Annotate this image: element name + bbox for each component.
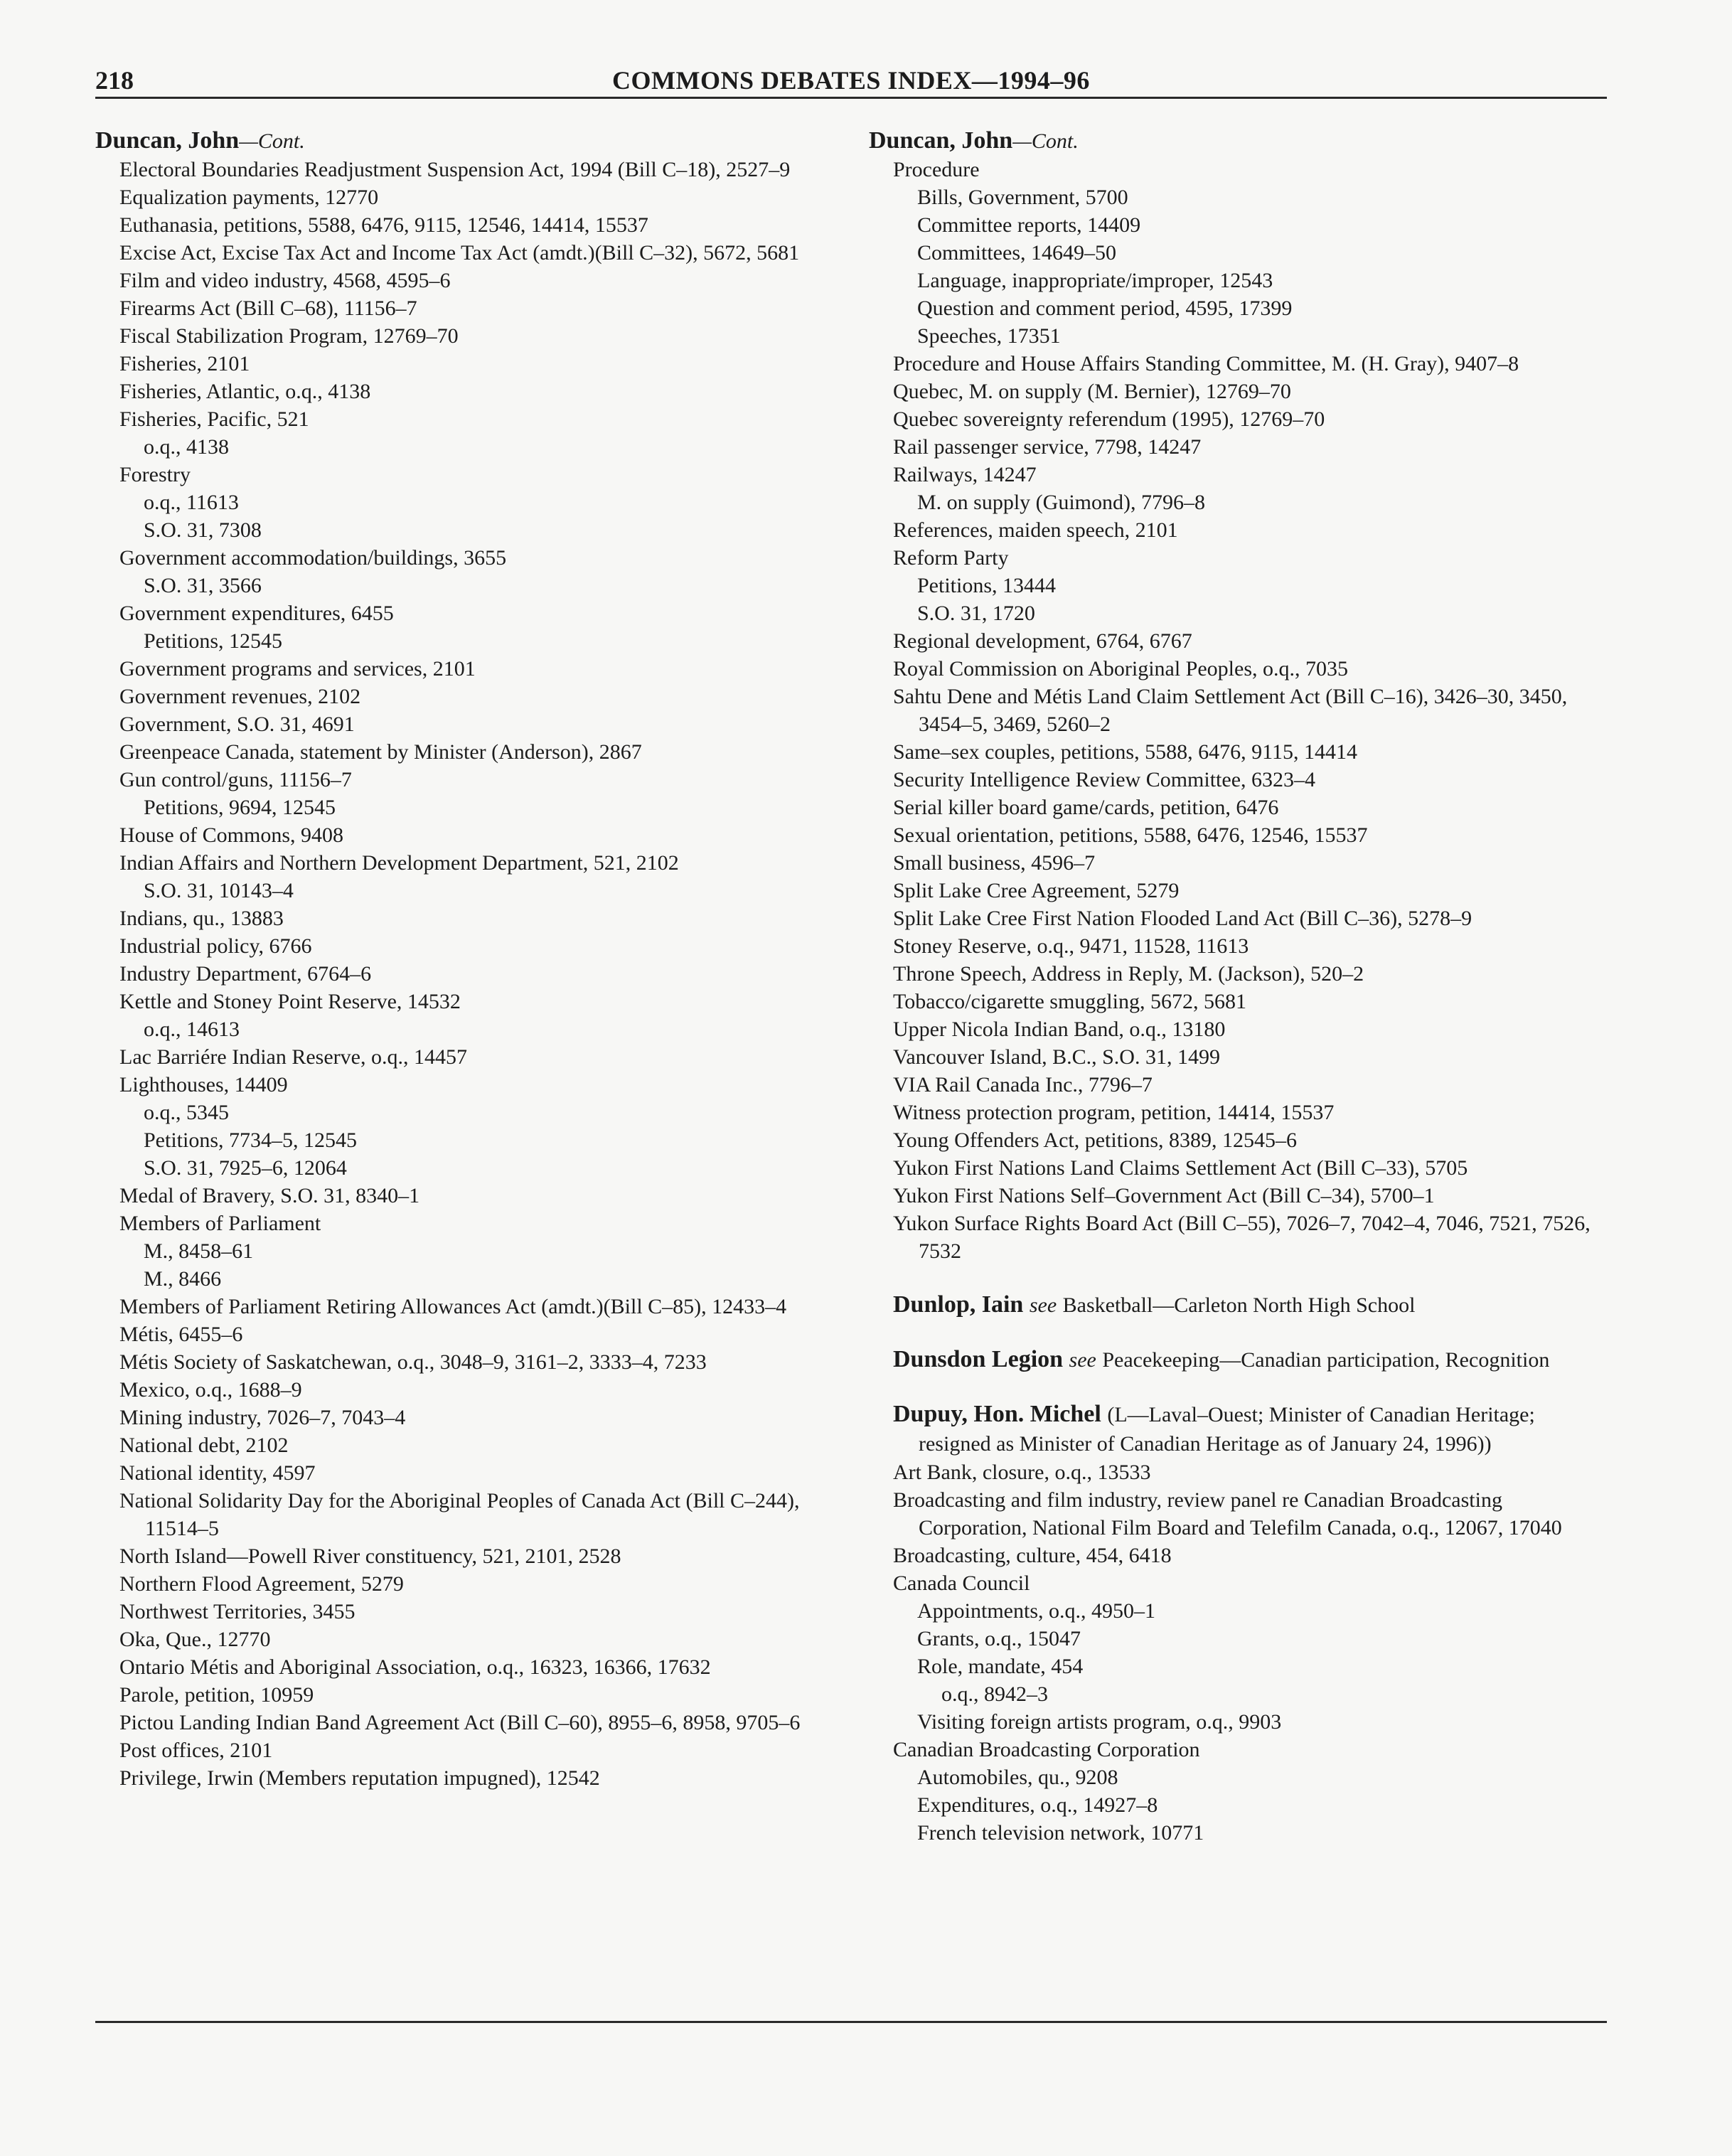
index-entry: Post offices, 2101 <box>119 1739 273 1762</box>
index-heading-dunlop <box>869 1291 1608 1320</box>
index-entry: Indian Affairs and Northern Development Department, 521, 2102 <box>119 851 679 875</box>
index-entry: Broadcasting and film industry, review panel re Canadian Broadcasting Corporation, National Film Board and Telefilm Canada, o.q., 12067, 17040 <box>893 1488 1562 1539</box>
heading-description: (L—Laval–Ouest; Minister of Canadian Heritage; resigned as Minister of Canadian Heritage as of January 24, 1996)) <box>919 1403 1535 1456</box>
index-subentry: S.O. 31, 7925–6, 12064 <box>144 1156 347 1180</box>
index-entry: Government accommodation/buildings, 3655 <box>119 546 507 570</box>
index-entry: Royal Commission on Aboriginal Peoples, o.q., 7035 <box>893 657 1349 681</box>
index-entry: Lac Barriére Indian Reserve, o.q., 14457 <box>119 1045 467 1069</box>
running-header <box>95 60 1607 99</box>
index-subentry: Petitions, 12545 <box>144 629 283 653</box>
index-entry: National identity, 4597 <box>119 1461 316 1485</box>
index-entry: Mexico, o.q., 1688–9 <box>119 1378 302 1402</box>
index-entry: Vancouver Island, B.C., S.O. 31, 1499 <box>893 1045 1220 1069</box>
index-subentry: S.O. 31, 7308 <box>144 518 262 542</box>
index-entry: Art Bank, closure, o.q., 13533 <box>893 1461 1151 1484</box>
index-entry: Forestry <box>119 463 191 486</box>
index-entry: Government programs and services, 2101 <box>119 657 476 681</box>
heading-cont: —Cont. <box>239 129 305 153</box>
index-entry: Industry Department, 6764–6 <box>119 962 372 986</box>
index-entry: Procedure <box>893 158 980 181</box>
index-entry: Indians, qu., 13883 <box>119 907 284 930</box>
index-entry: Parole, petition, 10959 <box>119 1683 314 1707</box>
index-entry: Upper Nicola Indian Band, o.q., 13180 <box>893 1018 1226 1041</box>
index-entry: Métis Society of Saskatchewan, o.q., 3048–9, 3161–2, 3333–4, 7233 <box>119 1350 707 1374</box>
index-entry: Security Intelligence Review Committee, 6323–4 <box>893 768 1316 791</box>
index-subentry: o.q., 4138 <box>144 435 229 459</box>
heading-name: Dunlop, Iain <box>893 1291 1024 1318</box>
index-entry: References, maiden speech, 2101 <box>893 518 1178 542</box>
index-heading <box>95 127 849 156</box>
index-subentry: S.O. 31, 1720 <box>917 602 1035 625</box>
right-column <box>869 127 1608 1847</box>
index-subentry: Bills, Government, 5700 <box>917 186 1128 209</box>
index-entry: North Island—Powell River constituency, 521, 2101, 2528 <box>119 1544 621 1568</box>
index-entry: Firearms Act (Bill C–68), 11156–7 <box>119 297 417 320</box>
index-subentry: o.q., 14613 <box>144 1018 240 1041</box>
index-entry: Government expenditures, 6455 <box>119 602 394 625</box>
index-entry: House of Commons, 9408 <box>119 823 343 847</box>
index-subentry: M. on supply (Guimond), 7796–8 <box>917 491 1205 514</box>
index-subentry: Speeches, 17351 <box>917 324 1061 348</box>
index-entry: Throne Speech, Address in Reply, M. (Jackson), 520–2 <box>893 962 1364 986</box>
index-entry: Métis, 6455–6 <box>119 1323 243 1346</box>
index-subentry: S.O. 31, 3566 <box>144 574 262 597</box>
index-entry: Industrial policy, 6766 <box>119 934 312 958</box>
index-subentry: Role, mandate, 454 <box>917 1655 1084 1678</box>
see-marker: see <box>1029 1293 1057 1317</box>
see-reference: Basketball—Carleton North High School <box>1062 1293 1416 1317</box>
index-entry: Kettle and Stoney Point Reserve, 14532 <box>119 990 461 1013</box>
index-subentry: Expenditures, o.q., 14927–8 <box>917 1793 1158 1817</box>
heading-name: Duncan, John <box>95 127 240 154</box>
index-entry: Young Offenders Act, petitions, 8389, 12545–6 <box>893 1128 1298 1152</box>
heading-name: Dupuy, Hon. Michel <box>893 1401 1101 1427</box>
index-subentry: M., 8466 <box>144 1267 222 1291</box>
index-entry: Quebec sovereignty referendum (1995), 12769–70 <box>893 407 1325 431</box>
index-entry: Northern Flood Agreement, 5279 <box>119 1572 404 1596</box>
index-entry: Railways, 14247 <box>893 463 1037 486</box>
index-entry: Lighthouses, 14409 <box>119 1073 288 1096</box>
index-entry: Pictou Landing Indian Band Agreement Act (Bill C–60), 8955–6, 8958, 9705–6 <box>119 1711 801 1734</box>
see-marker: see <box>1069 1348 1096 1372</box>
index-entry: Electoral Boundaries Readjustment Suspension Act, 1994 (Bill C–18), 2527–9 <box>119 158 791 181</box>
index-entry: Euthanasia, petitions, 5588, 6476, 9115, 12546, 14414, 15537 <box>119 213 648 237</box>
see-reference: Peacekeeping—Canadian participation, Recognition <box>1102 1348 1550 1372</box>
index-entry: Procedure and House Affairs Standing Committee, M. (H. Gray), 9407–8 <box>893 352 1519 375</box>
index-entry: Split Lake Cree Agreement, 5279 <box>893 879 1180 902</box>
index-entry: Split Lake Cree First Nation Flooded Land Act (Bill C–36), 5278–9 <box>893 907 1472 930</box>
index-entry: Yukon First Nations Land Claims Settlement Act (Bill C–33), 5705 <box>893 1156 1468 1180</box>
footer-rule <box>95 2021 1607 2023</box>
index-entry: Government, S.O. 31, 4691 <box>119 713 355 736</box>
index-entry: Sexual orientation, petitions, 5588, 6476, 12546, 15537 <box>893 823 1368 847</box>
index-entry: Equalization payments, 12770 <box>119 186 379 209</box>
index-entry: Government revenues, 2102 <box>119 685 361 708</box>
index-entry: Greenpeace Canada, statement by Minister (Anderson), 2867 <box>119 740 642 764</box>
index-entry: Ontario Métis and Aboriginal Association, o.q., 16323, 16366, 17632 <box>119 1655 711 1679</box>
index-entry: Regional development, 6764, 6767 <box>893 629 1192 653</box>
index-subsubentry: o.q., 8942–3 <box>941 1682 1048 1706</box>
index-subentry: Grants, o.q., 15047 <box>917 1627 1081 1650</box>
index-entry: National debt, 2102 <box>119 1434 289 1457</box>
index-subentry: Petitions, 7734–5, 12545 <box>144 1128 358 1152</box>
index-entry: Fiscal Stabilization Program, 12769–70 <box>119 324 459 348</box>
index-entry: Canadian Broadcasting Corporation <box>893 1738 1200 1761</box>
page-number: 218 <box>95 66 134 95</box>
index-heading-dupuy <box>869 1400 1608 1458</box>
index-subentry: French television network, 10771 <box>917 1821 1204 1845</box>
index-entry: Oka, Que., 12770 <box>119 1628 271 1651</box>
index-subentry: o.q., 11613 <box>144 491 239 514</box>
index-subentry: o.q., 5345 <box>144 1101 229 1124</box>
left-column <box>95 127 849 1792</box>
index-entry: Sahtu Dene and Métis Land Claim Settlement Act (Bill C–16), 3426–30, 3450, 3454–5, 3469, 5260–2 <box>893 685 1568 736</box>
index-entry: Members of Parliament Retiring Allowances Act (amdt.)(Bill C–85), 12433–4 <box>119 1295 787 1318</box>
index-entry: Yukon Surface Rights Board Act (Bill C–55), 7026–7, 7042–4, 7046, 7521, 7526, 7532 <box>893 1212 1591 1263</box>
index-subentry: S.O. 31, 10143–4 <box>144 879 294 902</box>
index-entry: Fisheries, 2101 <box>119 352 250 375</box>
index-entry: Reform Party <box>893 546 1009 570</box>
index-entry: Broadcasting, culture, 454, 6418 <box>893 1544 1172 1567</box>
index-entry: Canada Council <box>893 1571 1030 1595</box>
index-subentry: Petitions, 13444 <box>917 574 1057 597</box>
index-entry: National Solidarity Day for the Aboriginal Peoples of Canada Act (Bill C–244), 11514–5 <box>119 1489 800 1540</box>
index-entry: Yukon First Nations Self–Government Act (Bill C–34), 5700–1 <box>893 1184 1435 1207</box>
index-entry: VIA Rail Canada Inc., 7796–7 <box>893 1073 1153 1096</box>
index-entry: Fisheries, Atlantic, o.q., 4138 <box>119 380 371 403</box>
index-entry: Film and video industry, 4568, 4595–6 <box>119 269 451 292</box>
index-entry: Excise Act, Excise Tax Act and Income Tax Act (amdt.)(Bill C–32), 5672, 5681 <box>119 241 800 265</box>
index-entry: Privilege, Irwin (Members reputation impugned), 12542 <box>119 1766 600 1790</box>
index-heading-dunsdon <box>869 1345 1608 1375</box>
index-subentry: Language, inappropriate/improper, 12543 <box>917 269 1273 292</box>
heading-name: Duncan, John <box>869 127 1013 154</box>
heading-cont: —Cont. <box>1012 129 1079 153</box>
index-entry: Rail passenger service, 7798, 14247 <box>893 435 1202 459</box>
index-entry: Small business, 4596–7 <box>893 851 1096 875</box>
index-entry: Gun control/guns, 11156–7 <box>119 768 352 791</box>
index-entry: Quebec, M. on supply (M. Bernier), 12769–70 <box>893 380 1291 403</box>
index-entry: Medal of Bravery, S.O. 31, 8340–1 <box>119 1184 420 1207</box>
index-subentry: Question and comment period, 4595, 17399 <box>917 297 1293 320</box>
index-entry: Serial killer board game/cards, petition, 6476 <box>893 796 1279 819</box>
index-entry: Stoney Reserve, o.q., 9471, 11528, 11613 <box>893 934 1249 958</box>
index-subentry: Automobiles, qu., 9208 <box>917 1766 1118 1789</box>
index-subentry: Committee reports, 14409 <box>917 213 1141 237</box>
index-entry: Tobacco/cigarette smuggling, 5672, 5681 <box>893 990 1246 1013</box>
index-entry: Witness protection program, petition, 14414, 15537 <box>893 1101 1335 1124</box>
index-subentry: Appointments, o.q., 4950–1 <box>917 1599 1155 1623</box>
index-subentry: Visiting foreign artists program, o.q., 9903 <box>917 1710 1282 1734</box>
index-subentry: M., 8458–61 <box>144 1239 254 1263</box>
index-subentry: Petitions, 9694, 12545 <box>144 796 336 819</box>
running-title: COMMONS DEBATES INDEX—1994–96 <box>612 66 1090 95</box>
index-entry: Same–sex couples, petitions, 5588, 6476, 9115, 14414 <box>893 740 1357 764</box>
index-entry: Members of Parliament <box>119 1212 321 1235</box>
heading-name: Dunsdon Legion <box>893 1346 1064 1372</box>
index-entry: Northwest Territories, 3455 <box>119 1600 356 1623</box>
index-subentry: Committees, 14649–50 <box>917 241 1116 265</box>
index-entry: Fisheries, Pacific, 521 <box>119 407 309 431</box>
index-heading <box>869 127 1608 156</box>
index-entry: Mining industry, 7026–7, 7043–4 <box>119 1406 406 1429</box>
